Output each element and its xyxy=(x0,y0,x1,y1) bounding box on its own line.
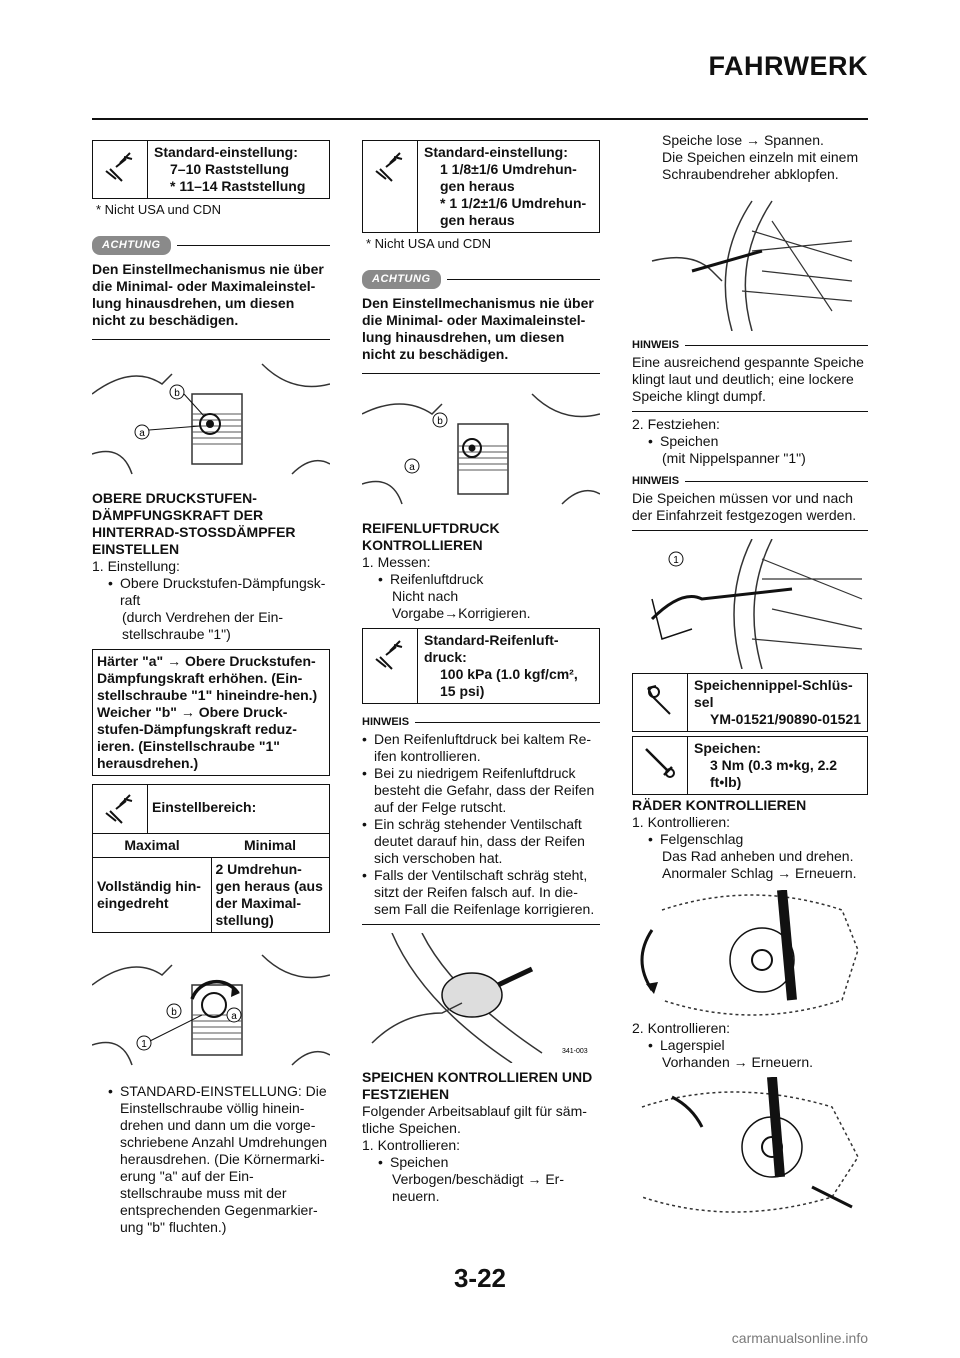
header-rule xyxy=(92,118,868,120)
range-title: Einstellbereich: xyxy=(152,799,257,815)
caution-tag: ACHTUNG xyxy=(92,236,171,255)
fig1-label-a: a xyxy=(139,428,145,439)
bullet-bearing: • Lagerspiel xyxy=(648,1037,725,1053)
step-check-rim: 1. Kontrollieren: xyxy=(632,814,731,830)
bullet-compression: • Obere Druckstufen-Dämpfungsk-raft xyxy=(108,575,326,608)
page-number: 3-22 xyxy=(453,1263,507,1293)
bullet-spokes: • Speichen xyxy=(378,1154,449,1170)
hinweis-item: • Ein schräg stehender Ventilschaft deutet darauf hin, dass der Reifen sich verschoben hat. xyxy=(362,816,585,866)
tire-box-title: Standard-Reifenluft-druck: xyxy=(424,632,559,665)
fig2-label-1: 1 xyxy=(141,1039,147,1050)
spoke-tapping-figure xyxy=(632,191,868,331)
torque-wrench-icon xyxy=(633,737,688,794)
tool-box xyxy=(632,673,868,732)
standard-setting-box xyxy=(92,140,330,199)
torque-box-value: 3 Nm (0.3 m•kg, 2.2 ft•lb) xyxy=(710,757,838,790)
caution-text-2: Den Einstellmechanismus nie über die Minimal- oder Maximaleinstel-lung hinausdrehen, um diesen nicht zu beschädigen. xyxy=(362,295,600,374)
std-box-line1: 7–10 Raststellung xyxy=(170,161,290,177)
range-col-max: Maximal xyxy=(124,837,180,853)
wrench-spec-icon xyxy=(363,141,418,232)
hinweis-spoke-sound: HINWEIS Eine ausreichend gespannte Speiche klingt laut und deutlich; eine lockere Speiche klingt dumpf. xyxy=(632,337,868,412)
tool-box-title: Speichennippel-Schlüs-sel xyxy=(694,677,853,710)
hardness-line1: Härter "a" → Obere Druckstufen-Dämpfungskraft erhöhen. (Ein-stellschraube "1" hineindre-hen.) xyxy=(97,653,318,703)
column-1 xyxy=(92,140,330,1236)
caution-block-2 xyxy=(362,270,600,374)
caution-text: Den Einstellmechanismus nie über die Minimal- oder Maximaleinstel-lung hinausdrehen, um diesen nicht zu beschädigen. xyxy=(92,261,330,340)
range-table xyxy=(92,784,330,933)
bullet-runout-sub2: Anormaler Schlag → Erneuern. xyxy=(662,865,857,881)
std-note: * Nicht USA und CDN xyxy=(96,202,221,217)
bullet-compression-sub: (durch Verdrehen der Ein-stellschraube "1") xyxy=(122,609,284,642)
step-check-bearing: 2. Kontrollieren: xyxy=(632,1020,731,1036)
step-measure: 1. Messen: xyxy=(362,554,431,570)
wrench-spec-icon xyxy=(93,785,148,833)
tool-box-value: YM-01521/90890-01521 xyxy=(710,711,862,727)
range-val-max: Vollständig hin-eingedreht xyxy=(93,858,212,932)
bullet-tire-pressure-sub: Nicht nach Vorgabe→Korrigieren. xyxy=(392,588,531,621)
std-note-2: * Nicht USA und CDN xyxy=(366,236,491,251)
bullet-spokes-sub: Verbogen/beschädigt → Er-neuern. xyxy=(392,1171,564,1204)
shock-absorber-figure-1 xyxy=(92,354,330,484)
torque-box-title: Speichen: xyxy=(694,740,761,756)
fig-nipple-label-1: 1 xyxy=(673,555,679,566)
std-box2-line2: * 1 1/2±1/6 Umdrehun-gen heraus xyxy=(440,195,587,228)
hinweis-item: • Bei zu niedrigem Reifenluftdruck besteht die Gefahr, dass der Reifen auf der Felge rutscht. xyxy=(362,765,595,815)
caution-block xyxy=(92,236,330,340)
watermark: carmanualsonline.info xyxy=(731,1330,868,1346)
section-title-wheels: RÄDER KONTROLLIEREN xyxy=(632,797,807,813)
fig2-label-b: b xyxy=(171,1007,177,1018)
caution-tag-2: ACHTUNG xyxy=(362,270,441,289)
bullet-runout: • Felgenschlag xyxy=(648,831,744,847)
hardness-box xyxy=(92,649,330,776)
spoke-wrench-icon xyxy=(633,674,688,731)
page-title: FAHRWERK xyxy=(708,51,868,81)
fig3-label-a: a xyxy=(409,462,415,473)
bearing-play-figure xyxy=(632,1077,868,1217)
hinweis-tighten: HINWEIS Die Speichen müssen vor und nach der Einfahrzeit festgezogen werden. xyxy=(632,473,868,531)
tire-box-value: 100 kPa (1.0 kgf/cm², 15 psi) xyxy=(440,666,578,699)
shock-absorber-figure-2 xyxy=(92,945,330,1075)
fig1-label-b: b xyxy=(174,388,180,399)
std-box2-line1: 1 1/8±1/6 Umdrehun-gen heraus xyxy=(440,161,577,194)
bullet-tire-pressure: • Reifenluftdruck xyxy=(378,571,484,587)
shock-absorber-figure-3 xyxy=(362,384,600,514)
wrench-spec-icon xyxy=(93,141,148,198)
fig-code: 341-003 xyxy=(562,1048,588,1055)
column-2 xyxy=(362,140,600,1205)
fig3-label-b: b xyxy=(437,416,443,427)
hinweis-item: • Falls der Ventilschaft schräg steht, sitzt der Reifen falsch auf. In die-sem Fall die Reifenlage korrigieren. xyxy=(362,867,595,917)
tire-pressure-box xyxy=(362,628,600,704)
bullet-bearing-sub: Vorhanden → Erneuern. xyxy=(662,1054,813,1070)
step-1: 1. Einstellung: xyxy=(92,558,180,574)
std-box-line2: * 11–14 Raststellung xyxy=(170,178,306,194)
standard-setting-box-2 xyxy=(362,140,600,233)
std-box-title: Standard-einstellung: xyxy=(154,144,298,160)
step-check: 1. Kontrollieren: xyxy=(362,1137,461,1153)
section-title-spokes: SPEICHEN KONTROLLIEREN UND FESTZIEHEN xyxy=(362,1069,593,1102)
spokes-intro: Folgender Arbeitsablauf gilt für säm-tliche Speichen. xyxy=(362,1103,587,1136)
torque-box xyxy=(632,736,868,795)
nipple-wrench-figure xyxy=(632,539,868,669)
range-col-min: Minimal xyxy=(243,837,297,853)
spokes-loose: Speiche lose → Spannen. xyxy=(662,132,824,148)
column-3 xyxy=(632,132,868,1217)
spokes-tap: Die Speichen einzeln mit einem Schraubendreher abklopfen. xyxy=(662,149,859,182)
bullet-spokes-tighten: • Speichen xyxy=(648,433,719,449)
hardness-line2: Weicher "b" → Obere Druck-stufen-Dämpfungskraft reduz-ieren. (Einstellschraube "1" herausdrehen.) xyxy=(97,704,297,771)
fig2-label-a: a xyxy=(231,1011,237,1022)
bullet-standard-setting: • STANDARD-EINSTELLUNG: Die Einstellschraube völlig hinein-drehen und dann um die vorge-schriebene Anzahl Umdrehungen herausdrehen. (Die Körnermarki-erung "a" auf der Ein-stellschraube muss mit der entsprechenden Gegenmarkier-ung "b" fluchten.) xyxy=(108,1083,328,1235)
section-title-compression: OBERE DRUCKSTUFEN-DÄMPFUNGSKRAFT DER HINTERRAD-STOSSDÄMPFER EINSTELLEN xyxy=(92,490,296,557)
step-tighten: 2. Festziehen: xyxy=(632,416,720,432)
wheel-runout-figure xyxy=(632,890,868,1020)
bullet-spokes-tighten-sub: (mit Nippelspanner "1") xyxy=(662,450,806,466)
tire-gauge-figure xyxy=(362,933,600,1063)
hinweis-tire: HINWEIS • Den Reifenluftdruck bei kaltem Re-ifen kontrollieren. • Bei zu niedrigem Reifenluftdruck besteht die Gefahr, dass der Reifen auf der Felge rutscht. • Ein schräg stehender Ventilschaft deutet darauf hin, dass der Reifen sich verschoben hat. • Falls der Ventilschaft schräg steht, sitzt der Reifen falsch auf. In die-sem Fall die Reifenlage korrigieren. xyxy=(362,714,600,925)
bullet-runout-sub1: Das Rad anheben und drehen. xyxy=(662,848,854,864)
hinweis-item: • Den Reifenluftdruck bei kaltem Re-ifen kontrollieren. xyxy=(362,731,592,764)
wrench-spec-icon xyxy=(363,629,418,703)
std-box2-title: Standard-einstellung: xyxy=(424,144,568,160)
section-title-tire-pressure: REIFENLUFTDRUCK KONTROLLIEREN xyxy=(362,520,500,553)
range-val-min: 2 Umdrehun-gen heraus (aus der Maximal-stellung) xyxy=(215,861,323,928)
